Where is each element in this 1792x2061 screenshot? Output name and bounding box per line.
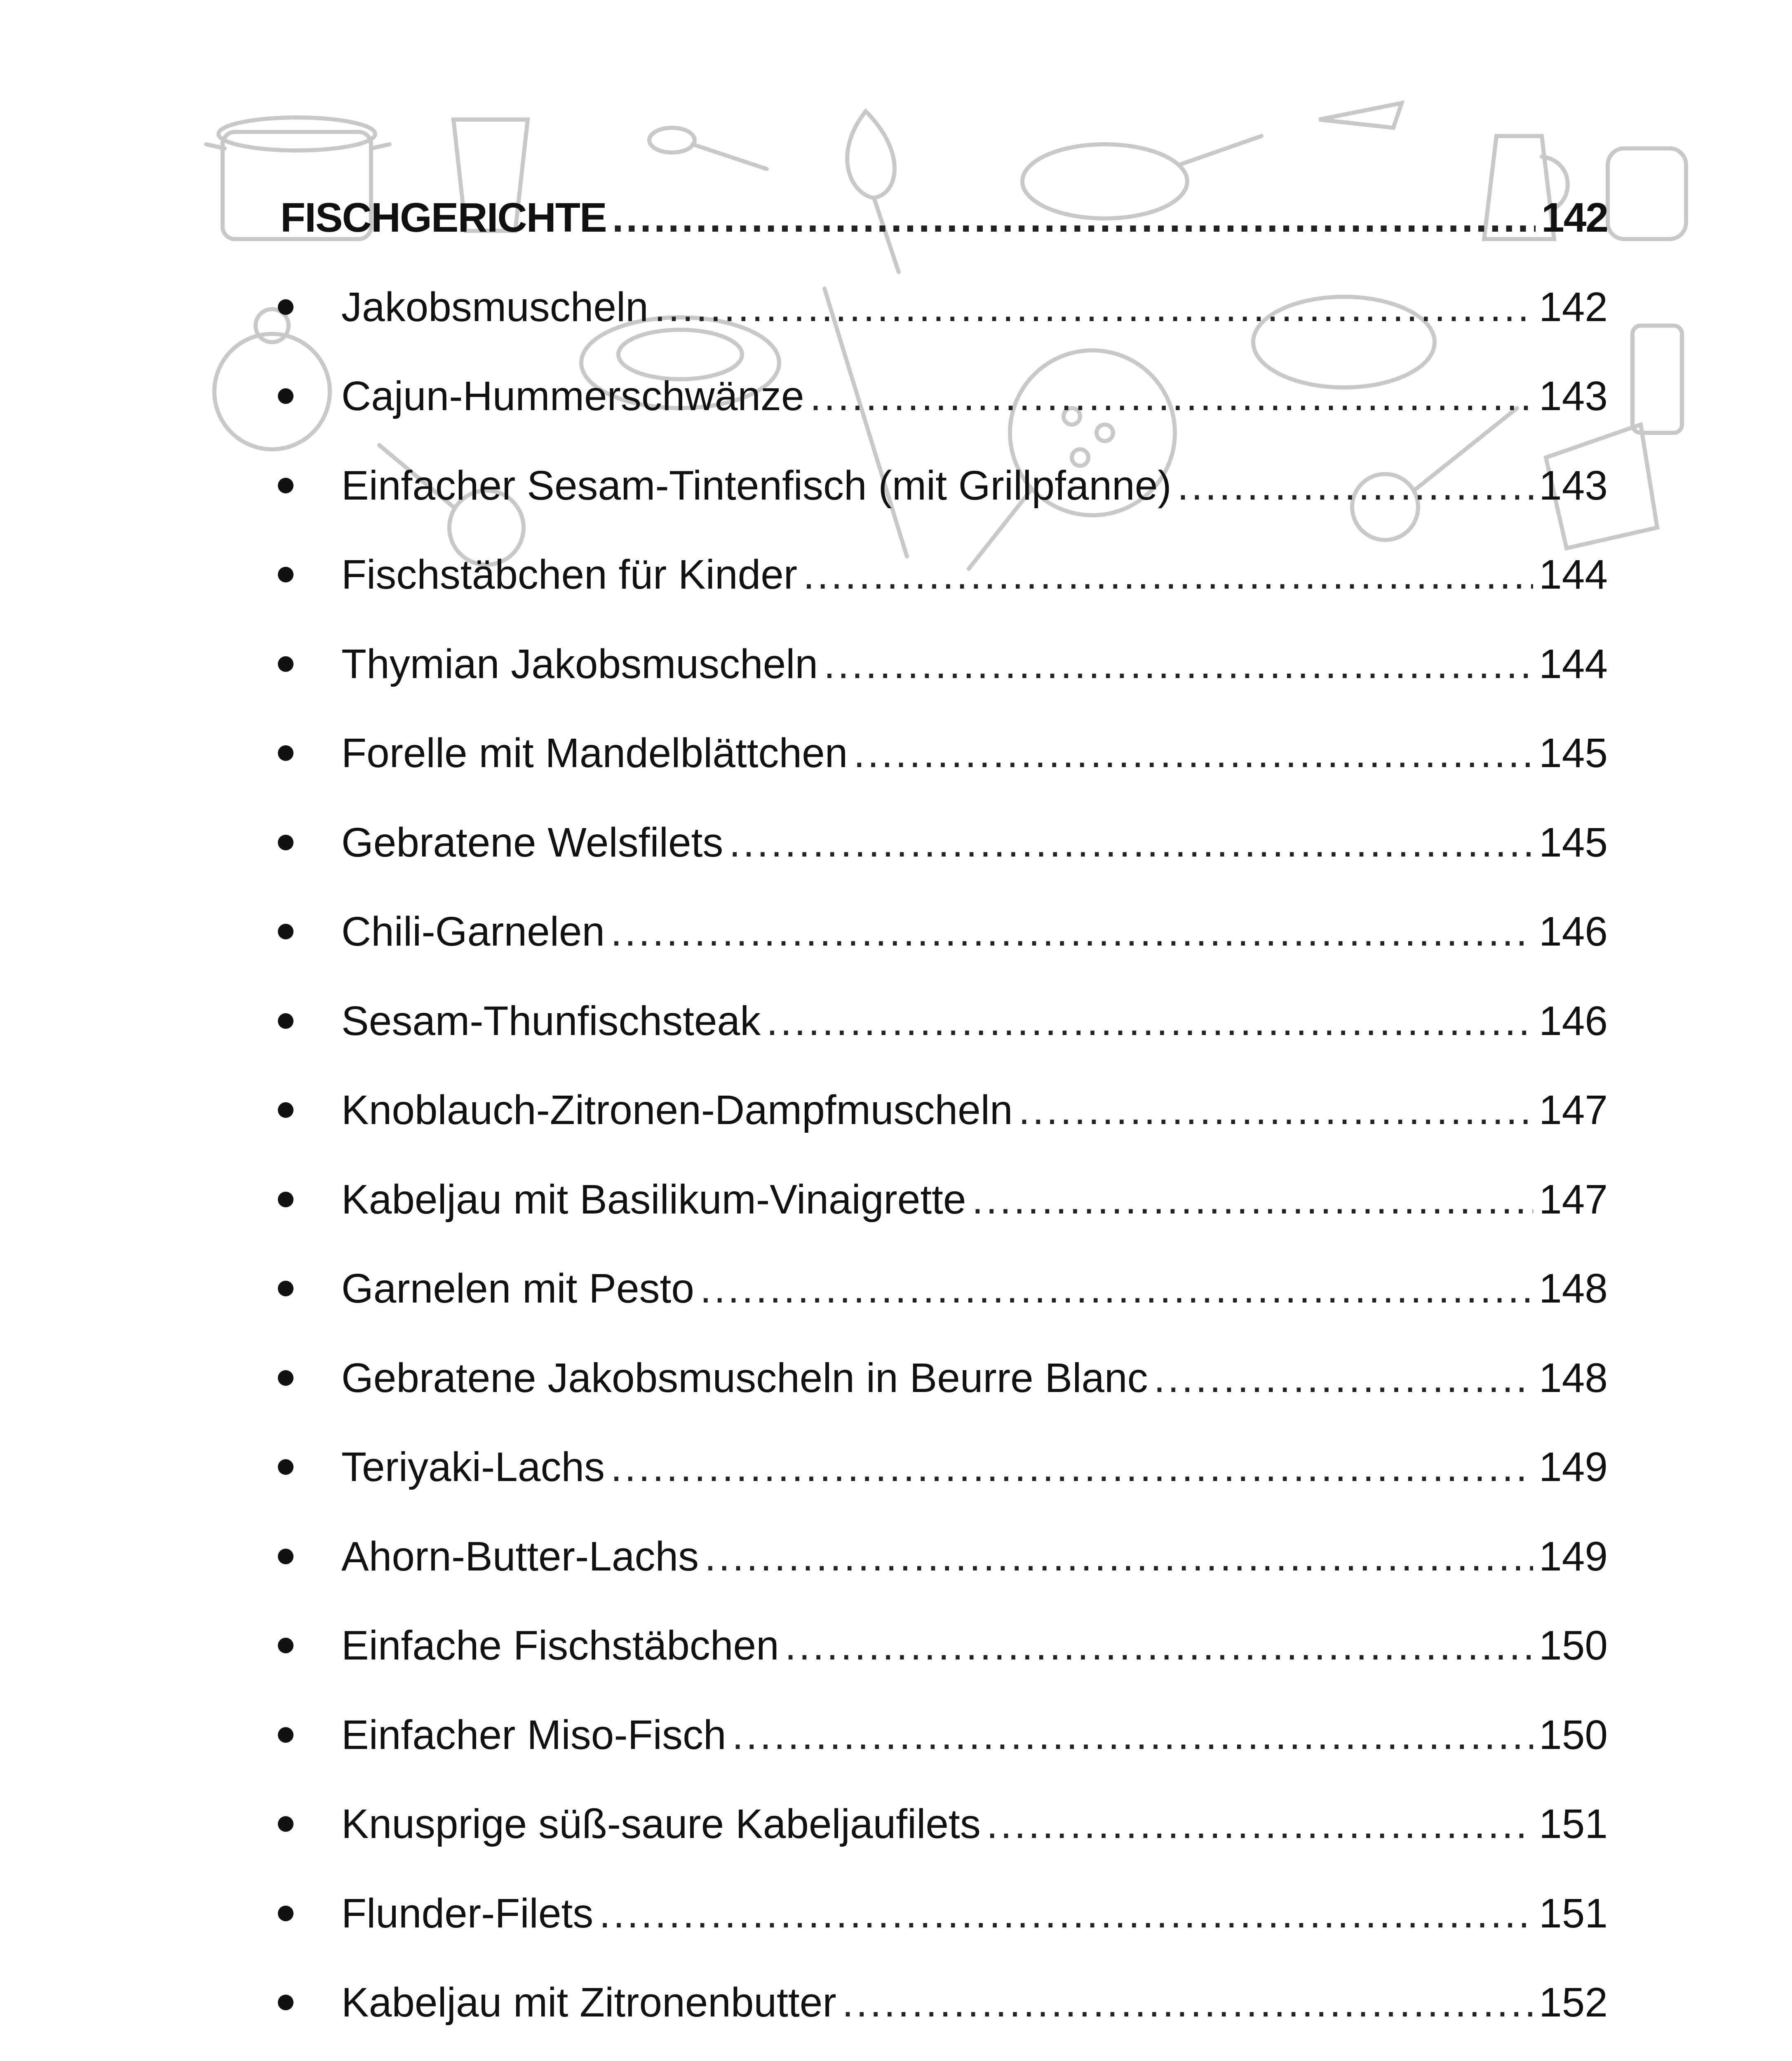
entry-page-number: 142: [1539, 284, 1608, 330]
toc-entry[interactable]: [280, 1423, 1608, 1512]
toc-entry[interactable]: [280, 1155, 1608, 1244]
entry-title: Einfacher Miso-Fisch: [341, 1711, 726, 1758]
entry-page-number: 152: [1539, 1979, 1608, 2026]
entry-page-number: 151: [1539, 1890, 1608, 1937]
dot-leader: [1177, 441, 1533, 531]
entry-page-number: [1539, 2047, 1608, 2061]
dot-leader: [853, 709, 1533, 798]
entry-page-number: 147: [1539, 1176, 1608, 1223]
toc-entry[interactable]: [280, 977, 1608, 1066]
table-of-contents: [280, 173, 1608, 2061]
bullet-icon: [278, 745, 294, 761]
entry-title: Garnelen mit Pesto: [341, 1265, 694, 1312]
dot-leader: [700, 1244, 1533, 1333]
dot-leader: [986, 1779, 1533, 1869]
entry-page-number: 147: [1539, 1087, 1608, 1133]
entry-page-number: 143: [1539, 462, 1608, 509]
bullet-icon: [278, 1102, 294, 1118]
entry-page-number: 149: [1539, 1533, 1608, 1580]
entry-page-number: 150: [1539, 1622, 1608, 1669]
entry-page-number: 148: [1539, 1265, 1608, 1312]
toc-entry[interactable]: [280, 709, 1608, 798]
toc-entry[interactable]: [280, 887, 1608, 977]
entry-page-number: 145: [1539, 819, 1608, 866]
entry-title: Sesam-Thunfischsteak: [341, 998, 761, 1044]
entry-page-number: 145: [1539, 730, 1608, 776]
entry-title: Jakobsmuscheln: [341, 284, 648, 330]
bullet-icon: [278, 1013, 294, 1029]
toc-entry[interactable]: [280, 1333, 1608, 1423]
toc-entry[interactable]: [280, 263, 1608, 352]
toc-entry[interactable]: [280, 1958, 1608, 2047]
bullet-icon: [278, 567, 294, 582]
dot-leader: [634, 2047, 1533, 2061]
entry-title: Einfache Fischstäbchen: [341, 1622, 779, 1669]
toc-entry[interactable]: [280, 1690, 1608, 1780]
entry-title: Einfacher Sesam-Tintenfisch (mit Grillpfanne): [341, 462, 1172, 509]
entry-page-number: 144: [1539, 552, 1608, 598]
bullet-icon: [278, 835, 294, 850]
dot-leader: [803, 530, 1533, 620]
dot-leader: [766, 977, 1533, 1066]
entry-title: Fischstäbchen für Kinder: [341, 552, 798, 598]
entry-title: [280, 2047, 628, 2061]
dot-leader: [729, 798, 1533, 887]
bullet-icon: [278, 1816, 294, 1832]
section-page-number: 142: [1541, 195, 1608, 241]
entry-title: Kabeljau mit Basilikum-Vinaigrette: [341, 1176, 966, 1223]
dot-leader: [599, 1869, 1533, 1958]
toc-entry[interactable]: [280, 798, 1608, 887]
entry-page-number: 149: [1539, 1444, 1608, 1490]
bullet-icon: [278, 1459, 294, 1475]
section-title: FISCHGERICHTE: [280, 195, 606, 241]
bullet-icon: [278, 1638, 294, 1653]
entry-page-number: 146: [1539, 908, 1608, 955]
bullet-icon: [278, 299, 294, 315]
entry-title: Cajun-Hummerschwänze: [341, 373, 804, 419]
toc-entry[interactable]: [280, 2047, 1608, 2061]
bullet-icon: [278, 1281, 294, 1296]
dot-leader: [654, 263, 1533, 352]
section-header[interactable]: [280, 173, 1608, 263]
dot-leader: [705, 1512, 1533, 1601]
entry-page-number: 151: [1539, 1801, 1608, 1847]
entry-title: Flunder-Filets: [341, 1890, 594, 1937]
toc-entry[interactable]: [280, 1512, 1608, 1601]
bullet-icon: [278, 1995, 294, 2010]
toc-entry[interactable]: [280, 1244, 1608, 1333]
entry-page-number: 148: [1539, 1354, 1608, 1401]
toc-entry[interactable]: [280, 1601, 1608, 1690]
entry-page-number: 150: [1539, 1711, 1608, 1758]
entry-title: Chili-Garnelen: [341, 908, 605, 955]
bullet-icon: [278, 1906, 294, 1921]
bullet-icon: [278, 1549, 294, 1564]
toc-entry[interactable]: [280, 530, 1608, 620]
entry-page-number: 143: [1539, 373, 1608, 419]
entry-title: Gebratene Jakobsmuscheln in Beurre Blanc: [341, 1354, 1148, 1401]
dot-leader: [611, 887, 1533, 977]
dot-leader: [972, 1155, 1534, 1244]
dot-leader: [611, 1423, 1533, 1512]
dot-leader: [810, 352, 1534, 441]
bullet-icon: [278, 656, 294, 672]
dot-leader: [1154, 1333, 1534, 1423]
entry-title: Teriyaki-Lachs: [341, 1444, 605, 1490]
toc-entry[interactable]: [280, 441, 1608, 531]
bullet-icon: [278, 478, 294, 493]
bullet-icon: [278, 1192, 294, 1207]
dot-leader: [732, 1690, 1534, 1780]
entry-title: Knoblauch-Zitronen-Dampfmuscheln: [341, 1087, 1013, 1133]
dot-leader: [612, 173, 1536, 263]
toc-entry[interactable]: [280, 352, 1608, 441]
entry-page-number: 146: [1539, 998, 1608, 1044]
entry-page-number: 144: [1539, 641, 1608, 687]
bullet-icon: [278, 1727, 294, 1743]
bullet-icon: [278, 924, 294, 939]
toc-entry[interactable]: [280, 1869, 1608, 1958]
entry-title: Kabeljau mit Zitronenbutter: [341, 1979, 836, 2026]
entry-title: Ahorn-Butter-Lachs: [341, 1533, 699, 1580]
entry-title: Thymian Jakobsmuscheln: [341, 641, 818, 687]
entry-title: Knusprige süß-saure Kabeljaufilets: [341, 1801, 981, 1847]
toc-entry[interactable]: [280, 620, 1608, 709]
dot-leader: [785, 1601, 1533, 1690]
toc-entry[interactable]: [280, 1779, 1608, 1869]
dot-leader: [824, 620, 1533, 709]
dot-leader: [842, 1958, 1534, 2047]
bullet-icon: [278, 1370, 294, 1386]
toc-entry[interactable]: [280, 1066, 1608, 1155]
entry-title: Gebratene Welsfilets: [341, 819, 723, 866]
bullet-icon: [278, 388, 294, 404]
entry-title: Forelle mit Mandelblättchen: [341, 730, 848, 776]
dot-leader: [1019, 1066, 1534, 1155]
